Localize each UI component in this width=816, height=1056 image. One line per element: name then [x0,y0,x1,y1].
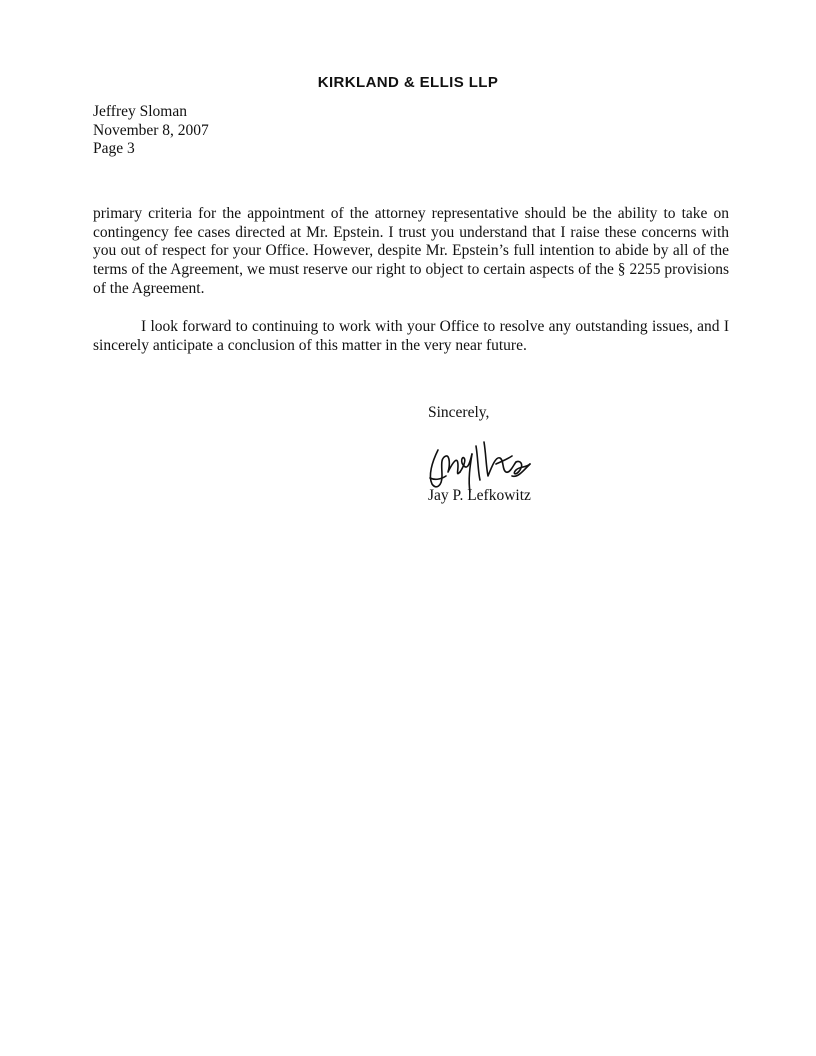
body-paragraph-2: I look forward to continuing to work with your Office to resolve any outstanding issues, and I sincerely anticipate a conclusion of this matter in the very near future. [93,318,729,354]
letter-date: November 8, 2007 [93,121,209,139]
signer-name: Jay P. Lefkowitz [428,487,531,504]
letterhead-firm-name: KIRKLAND & ELLIS LLP [317,74,499,91]
recipient-name: Jeffrey Sloman [93,103,187,120]
closing-valediction: Sincerely, [428,404,490,421]
body-paragraph-1: primary criteria for the appointment of the attorney representative should be the ability to take on contingency fee cases directed at Mr. Epstein. I trust you understand that I raise these concerns with you out of respect for your Office. However, despite Mr. Epstein’s full intention to abide by all of the terms of the Agreement, we must reserve our right to object to certain aspects of the § 2255 provisions of the Agreement. [93,205,729,297]
letter-header [93,103,209,159]
page-number: Page 3 [93,140,135,157]
